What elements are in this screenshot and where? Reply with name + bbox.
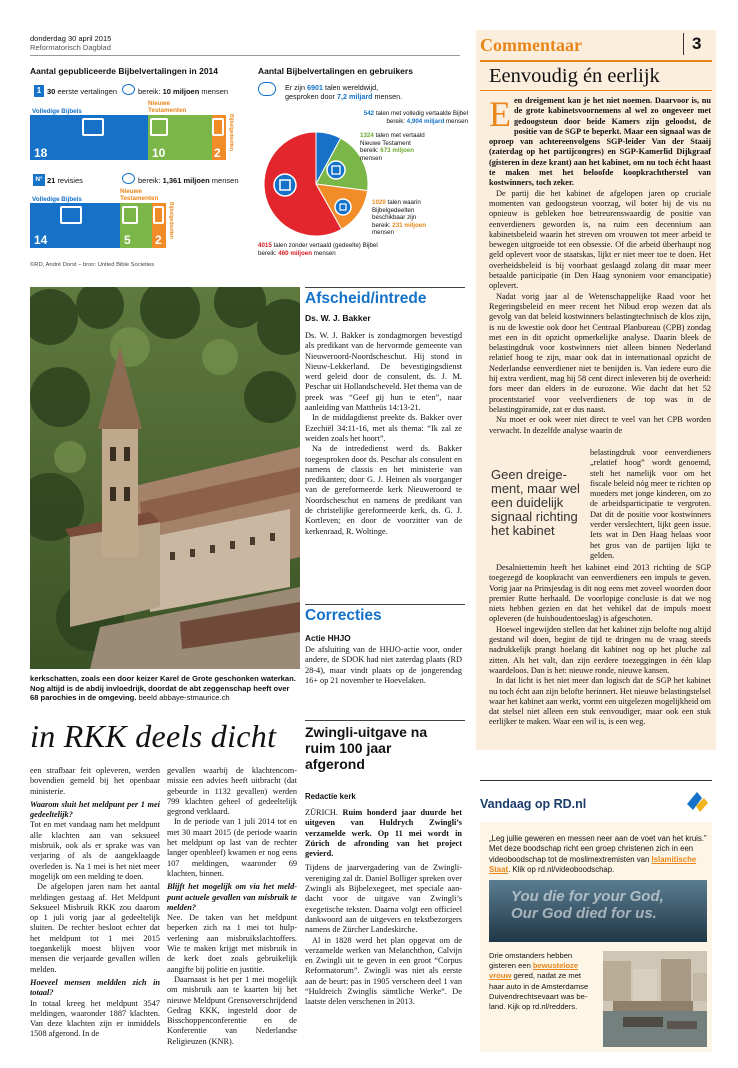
- pie-ann3-count: 1020: [372, 199, 386, 206]
- first-translation-label: eerste vertalingen: [57, 87, 118, 96]
- zwingli-body: [305, 808, 462, 1008]
- bar2-label-full: Volledige Bijbels: [32, 196, 82, 203]
- rkk-col2-p0: gevallen waarbij de klachtencommissie een advies heeft uitbracht (dat gebeurde in 1132 gevallen) werden 799 klachten geheel of gedeeltelijk gegrond verklaard.: [167, 766, 297, 817]
- correcties-subtitle: Actie HHJO: [305, 633, 351, 643]
- correcties-title: Correcties: [305, 607, 382, 624]
- revision-reach-suffix: mensen: [209, 176, 239, 185]
- bar1-nt-value: 10: [152, 146, 166, 160]
- pie-ann2-text2: Nieuwe Testament: [360, 139, 411, 147]
- page-number: 3: [692, 34, 702, 53]
- drop-cap: E: [489, 94, 511, 134]
- correcties-text: De afsluiting van de HHJO-actie voor, onder andere, de SDOK had niet zaterdag plaats (RD 28-4), maar vindt plaats op de jongerendag 16+ op 21 november te Hoevelaken.: [305, 645, 462, 685]
- newspaper-name: Reformatorisch Dagblad: [30, 43, 111, 52]
- canal-photo[interactable]: [603, 951, 707, 1047]
- pie-ann4-count: 4015: [258, 242, 272, 249]
- pie-ann2-text: talen met vertaald: [373, 132, 425, 139]
- zwingli-p1: Tijdens de jaarvergadering van de Zwingli-vereniging zal dr. Daniel Bolliger spreken over Zwingli als Bijbelexegeet, met speciale aandacht voor de uitgave van Zwingli’s exegetische teksten. Daarna volgt een officieel dankwoord aan de uitgevers en tekstbezorgers namens de Zürcher Landeskirche.: [305, 863, 462, 935]
- banner-line-1: You die for your God,: [511, 888, 664, 905]
- zwingli-p2: Al in 1828 werd het plan opgevat om de verzamelde werken van Melanchthon, Calvijn en Zwingli uit te geven in een groot “Corpus Reformatorum”. Zwingli was niet als eerste aan de beurt: pas in 1905 verscheen deel 1 van “Huldreich Zwinglis sämtliche Werke”. De laatste delen verschenen in 2013.: [305, 935, 462, 1007]
- photo-caption: [30, 674, 300, 703]
- bar1-label-parts: Bijbelgedeelten: [228, 114, 234, 151]
- vandaag-title: Vandaag op RD.nl: [480, 797, 587, 811]
- pie-ann3-reach: 231 miljoen: [392, 221, 426, 229]
- world-speakers: 7,2 miljard: [336, 92, 373, 101]
- revision-badge: N°: [33, 174, 45, 186]
- first-reach-value: 10 miljoen: [162, 87, 200, 96]
- zwingli-byline: Redactie kerk: [305, 792, 356, 801]
- revision-reach-prefix: bereik:: [138, 176, 163, 185]
- correcties-body: [305, 645, 462, 686]
- vandaag-quote-text: „Leg jullie geweren en messen neer aan de voet van het kruis.” Met deze boodschap richt een groep christenen zich in een videoboodschap tot de moslimextremisten van: [489, 834, 707, 864]
- pie-ann3-text: talen waarin: [385, 199, 421, 206]
- bible-parts-icon-2: [153, 206, 164, 224]
- bar1-full-value: 18: [34, 146, 48, 160]
- afscheid-body: [305, 331, 462, 537]
- bar1-label-full: Volledige Bijbels: [32, 108, 82, 115]
- commentaar-body-wrap: [590, 448, 711, 561]
- speech-bubble-icon: [122, 84, 135, 95]
- photo-caption-text: kerkschatten, zoals een door keizer Karel de Grote geschonken waterkan. Nog altijd is de abdij invloedrijk, doordat de abt zeggenschap heeft over 68 parochies in de omgeving.: [30, 674, 296, 703]
- first-reach-prefix: bereik:: [138, 87, 163, 96]
- rkk-col1-p2: Tot en met vandaag nam het meldpunt alle klachten aan van seksueel misbruik, ook als er sprake was van verjaring of als de aangeklaagde overleden is. Na 1 mei is het niet meer mogelijk om een melding te doen.: [30, 820, 160, 881]
- bar2-full-value: 14: [34, 233, 48, 247]
- page-date: donderdag 30 april 2015: [30, 34, 112, 43]
- pie-parts-icon: [335, 199, 351, 215]
- commentaar-p2: De partij die het kabinet de afgelopen jaren op cruciale momenten van gedoogsteun voorzag, wil boter bij de vis nu opnieuw is gebleken hoe betreurenswaardig de positie van eenverdieners geworden is, na ruim een decennium aan kabinetsbeleid waarin het streven om vrouwen tot meer arbeid te bewegen uitgroeide tot een obsessie. Of die arbeid überhaupt nog geld oplevert voor de staatskas, lijkt er niet meer toe te doen. Het overheidsbeleid is bij voorbaat geslaagd zolang dit maar meer betaalde participatie (in Den Haag synoniem voor emancipatie) oplevert.: [489, 188, 711, 291]
- world-languages: 6901: [306, 83, 323, 92]
- rkk-q2: Hoeveel mensen meldden zich in totaal?: [30, 977, 160, 998]
- globe-speech-icon: [258, 82, 276, 96]
- vandaag-quote: [489, 834, 707, 875]
- bar2-parts-value: 2: [155, 233, 162, 247]
- commentaar-headline: Eenvoudig én eerlijk: [489, 65, 660, 87]
- rkk-q1: Waarom sluit het meldpunt per 1 mei gedeeltelijk?: [30, 799, 160, 820]
- commentaar-body: [489, 96, 711, 436]
- commentaar-p4b: belastingdruk voor eenverdieners „relatief hoog” wordt genoemd, stelt het namelijk voor om het fiscale beleid nóg meer te richten op moeders met jonge kinderen, om zo de arbeidsparticipatie te vergroten. Dat dit de positie voor kostwinners verder verslechtert, lijkt geen issue. Iets wat in Den Haag helaas voor het gros van de partijen lijkt te gelden.: [590, 448, 711, 560]
- pie-ann3-text2: Bijbelgedeelten: [372, 206, 415, 214]
- world-pre2: gesproken door: [285, 92, 337, 101]
- bewusteloze-vrouw-link[interactable]: bewusteloze vrouw: [489, 961, 579, 981]
- rkk-col2-p4: Daarnaast is het per 1 mei mogelijk om misbruik aan te kaarten bij het nieuwe Meldpunt Grensoverschrijdend Gedrag KKK, ingesteld door de Bisschoppenconferentie en de Konferentie van Nederlandse Religieuzen (KNR).: [167, 974, 297, 1046]
- speech-bubble-icon-2: [122, 173, 135, 184]
- zwingli-lead: Ruim honderd jaar duurde het uitgeven van Huldrych Zwingli’s verzamelde werk. Op 11 mei wordt in Zürich de afronding van het project gevierd.: [305, 808, 462, 859]
- pie-ann2-reach: 673 miljoen: [380, 147, 414, 154]
- first-translation-badge: 1: [34, 85, 44, 97]
- abbey-photo: [30, 287, 300, 669]
- zwingli-dateline: ZÜRICH.: [305, 808, 343, 817]
- bar1-label-nt: Nieuwe Testamenten: [148, 100, 187, 114]
- revision-label: revisies: [57, 176, 83, 185]
- rkk-col2-p3: Nee. De taken van het meldpunt beperken zich na 1 mei tot hulpverlening aan misbruikslachtoffers. Wie te maken krijgt met misbruik in de kerk doet zoals gebruikelijk aangifte bij politie en justitie.: [167, 913, 297, 974]
- bar2-label-parts: Bijbelgedeelten: [168, 202, 174, 239]
- world-suf: mensen.: [372, 92, 403, 101]
- bar2-label-nt: Nieuwe Testamenten: [120, 188, 159, 202]
- commentaar-p5: Desalniettemin heeft het kabinet eind 2013 richting de SGP toegezegd de koopkracht van eenverdieners een impuls te geven. Vorig jaar na Prinsjesdag is dit nog eens met zoveel woorden door premier Rutte herhaald. De voorlopige conclusie is dat we nog niets hebben gezien en dat het vehikel dat de impuls moest opleveren (de huishoudentoeslag) is afgeschoten.: [489, 563, 711, 624]
- pie-ann1-text: talen met volledig vertaalde Bijbel: [374, 110, 468, 117]
- pie-ann2-reach-suffix: mensen: [360, 154, 383, 162]
- rkk-col1-p5: In totaal kreeg het meldpunt 3547 meldingen, waaronder 1887 klachten. Van deze klachten zijn er inmiddels 1508 afgerond. In de: [30, 998, 160, 1039]
- bible-parts-icon: [212, 118, 224, 136]
- islamitische-staat-link[interactable]: Islamitische Staat: [489, 854, 697, 874]
- world-mid: talen wereldwijd,: [322, 83, 379, 92]
- infographic-left-title: Aantal gepubliceerde Bijbelvertalingen in 2014: [30, 66, 219, 76]
- banner-image[interactable]: [489, 880, 707, 942]
- pie-ann4-reach-suffix: mensen: [312, 249, 336, 257]
- bible-icon-2: [60, 206, 82, 224]
- rkk-col1-p3: De afgelopen jaren nam het aantal meldingen gestaag af. Het Meldpunt Seksueel Misbruik RKK zou daarom op 1 juli vorig jaar al gedeeltelijk sluiten. De rechter besloot echter dat het meldpunt tot 1 mei 2015 toegankelijk moest blijven voor mensen die verjaarde gevallen willen melden.: [30, 882, 160, 974]
- commentaar-body-end: [489, 563, 711, 728]
- rkk-col1-p0: een strafbaar feit opleveren, werden bovendien gemeld bij het openbaar ministerie.: [30, 766, 160, 796]
- new-testament-icon: [150, 118, 168, 136]
- zwingli-headline: Zwingli-uitgave na ruim 100 jaar afgerond: [305, 724, 428, 772]
- afscheid-p1: Ds. W. J. Bakker is zondagmorgen bevestigd als predikant van de hervormde gemeente van Nieuweroord-Noordscheschut. Hij stond in Nieuw-Lekkerland. De bevestigingsdienst werd geleid door de consulent, ds. J. M. Peschar uit Hollandscheveld. Het thema van de preek was “Geef gij hun te eten”, naar aanleiding van Mattheüs 14:13-21.: [305, 331, 462, 413]
- rkk-q3: Blijft het mogelijk om via het meldpunt actuele gevallen van misbruik te melden?: [167, 882, 297, 912]
- vandaag-quote-end: . Klik op rd.nl/videoboodschap.: [508, 864, 615, 874]
- afscheid-name: Ds. W. J. Bakker: [305, 313, 371, 323]
- commentaar-p3: Nadat vorig jaar al de Wetenschappelijke Raad voor het Regeringsbeleid en meer recent het Nibud erop wezen dat als gevolg van dat beleid kostwinners belastingtechnisch de klos zijn, is nu de kwestie ook door het Centraal Planbureau (CPB) zondag met een in dit opzicht opmerkelijke analyse. Daarin bleek de belastingdruk voor kostwinners niet alleen binnen Nederland relatief hoog te zijn, maar ook dat in internationaal opzicht de Nederlandse eenverdiener niet te benijden is. Van iedere euro die hij extra verdient, mag hij 58 cent direct inleveren bij de overheid: fors meer dan elders in de eurozone. Wie dacht dat het 52 procentstarief voor veelverdieners de top was in de belastingpiramide, zat er dus naast.: [489, 291, 711, 414]
- rkk-col2-p1: In de periode van 1 juli 2014 tot en met 30 maart 2015 (de periode waarin het meldpunt op last van de rechter langer openbleef) kwamen er nog eens 107 meldingen, waaronder 69 klachten, binnen.: [167, 817, 297, 878]
- infographic-right-title: Aantal Bijbelvertalingen en gebruikers: [258, 66, 413, 76]
- first-translation-count: 30: [47, 87, 56, 96]
- pie-ann1-reach-prefix: bereik:: [386, 117, 407, 125]
- world-pre: Er zijn: [285, 83, 307, 92]
- photo-credit: beeld abbaye-stmaurice.ch: [136, 693, 230, 703]
- pie-testament-icon: [327, 161, 345, 179]
- bar2-nt-value: 5: [124, 233, 131, 247]
- new-testament-icon-2: [122, 206, 138, 224]
- afscheid-title: Afscheid/intrede: [305, 290, 427, 307]
- pie-ann2-count: 1324: [360, 132, 374, 139]
- rkk-col1: [30, 766, 160, 1040]
- revision-reach-value: 1,361 miljoen: [162, 176, 210, 185]
- afscheid-p3: Na de intrededienst werd ds. Bakker toegesproken door ds. Peschar als consulent en namens de classis en het ministerie van predikanten; door G. J. Heinen als voorganger van de gereformeerde kerk Nieuweroord te Noordscheschut en namens de predikant van de christelijke gereformeerde kerk, ds. G. J. Kortleven; en door de voorzitter van de kerkenraad, R. Woltinge.: [305, 444, 462, 536]
- commentaar-p7: In dat licht is het niet meer dan logisch dat de SGP het kabinet nu toch écht aan zijn belofte herinnert. Het nieuwe belastingstelsel waar het kabinet aan werkt, vormt een uitgelezen mogelijkheid om dat stelsel niet alleen een stuk eenvoudiger, maar ook een stuk eerlijker te maken. Waar een wil is, is een weg.: [489, 676, 711, 727]
- pie-bible-icon: [274, 174, 296, 196]
- pie-ann4-reach: 460 miljoen: [278, 249, 312, 257]
- revision-count: 21: [47, 176, 56, 185]
- pie-ann4-text: talen zonder vertaald (gedeelte) Bijbel: [271, 242, 378, 249]
- pie-ann2-reach-prefix: bereik:: [360, 147, 381, 154]
- pie-ann1-count: 542: [363, 110, 375, 117]
- pie-ann4-reach-prefix: bereik:: [258, 249, 279, 257]
- infographic-credit: ©RD, André Dorst – bron: United Bible Societies: [30, 262, 155, 268]
- pull-quote: Geen dreigement, maar wel een duidelijk signaal richting het kabinet: [491, 467, 580, 538]
- bible-icon: [82, 118, 104, 136]
- pie-ann1-reach: 4,904 miljard: [406, 117, 445, 125]
- commentaar-p4a: Nu moet er ook weer niet direct te veel van het CPB worden verwacht. In dezelfde analyse waarin de: [489, 415, 711, 435]
- vandaag-bottom-text: Drie omstanders hebben gisteren een: [489, 951, 573, 971]
- rkk-col2: [167, 766, 297, 1047]
- rkk-headline: in RKK deels dicht: [30, 718, 277, 754]
- bar1-parts-value: 2: [214, 146, 221, 160]
- pie-ann3-text3: beschikbaar zijn: [372, 214, 417, 221]
- first-reach-suffix: mensen: [199, 87, 229, 96]
- pie-ann1-reach-suffix: mensen: [444, 117, 468, 125]
- vandaag-bottom: [489, 951, 597, 1012]
- vandaag-bottom-end: gered, nadat ze met haar auto in de Amsterdamse Duivendrechtsevaart was beland. Kijk op rd.nl/redders.: [489, 971, 589, 1012]
- banner-line-2: Our God died for us.: [511, 905, 657, 922]
- commentaar-p1: en dreigement kan je het niet noemen. Daarvoor is, nu de grote kabinetsvoornemens al wel zo ongeveer met gedoogsteun door beide Kamers zijn geloodst, de positie van de SGP te beperkt. Maar een signaal was de oproep van achtereenvolgens SGP-leider Van der Staaij (zaterdag op het partijcongres) en SGP-Kamerlid Dijkgraaf (gisteren in deze krant) aan het kabinet, om nu toch écht haast te maken met het beloofde koopkrachtherstel van kostwinners, toch zeker.: [489, 96, 711, 188]
- pie-ann3-reach-prefix: bereik:: [372, 221, 393, 229]
- rd-logo-icon: [684, 788, 710, 814]
- bible-pie-chart: [262, 120, 370, 248]
- section-name: Commentaar: [480, 35, 582, 55]
- commentaar-p6: Hoewel ingewijden stellen dat het kabinet zijn belofte nog altijd gestand wil doen, begint de tijd te dringen nu de vraag steeds nadrukkelijk prangt hoelang dit kabinet nog op het pluche zal zitten. Als het valt, dan zijn eerdere toezeggingen in één klap waardeloos. Dan is het: nieuwe ronde, nieuwe kansen.: [489, 624, 711, 675]
- pie-ann3-reach-suffix: mensen: [372, 229, 395, 236]
- afscheid-p2: In de middagdienst preekte ds. Bakker over Ezechiël 34:11-16, met als thema: “Ik zal ze weiden zoals het hoort”.: [305, 413, 462, 443]
